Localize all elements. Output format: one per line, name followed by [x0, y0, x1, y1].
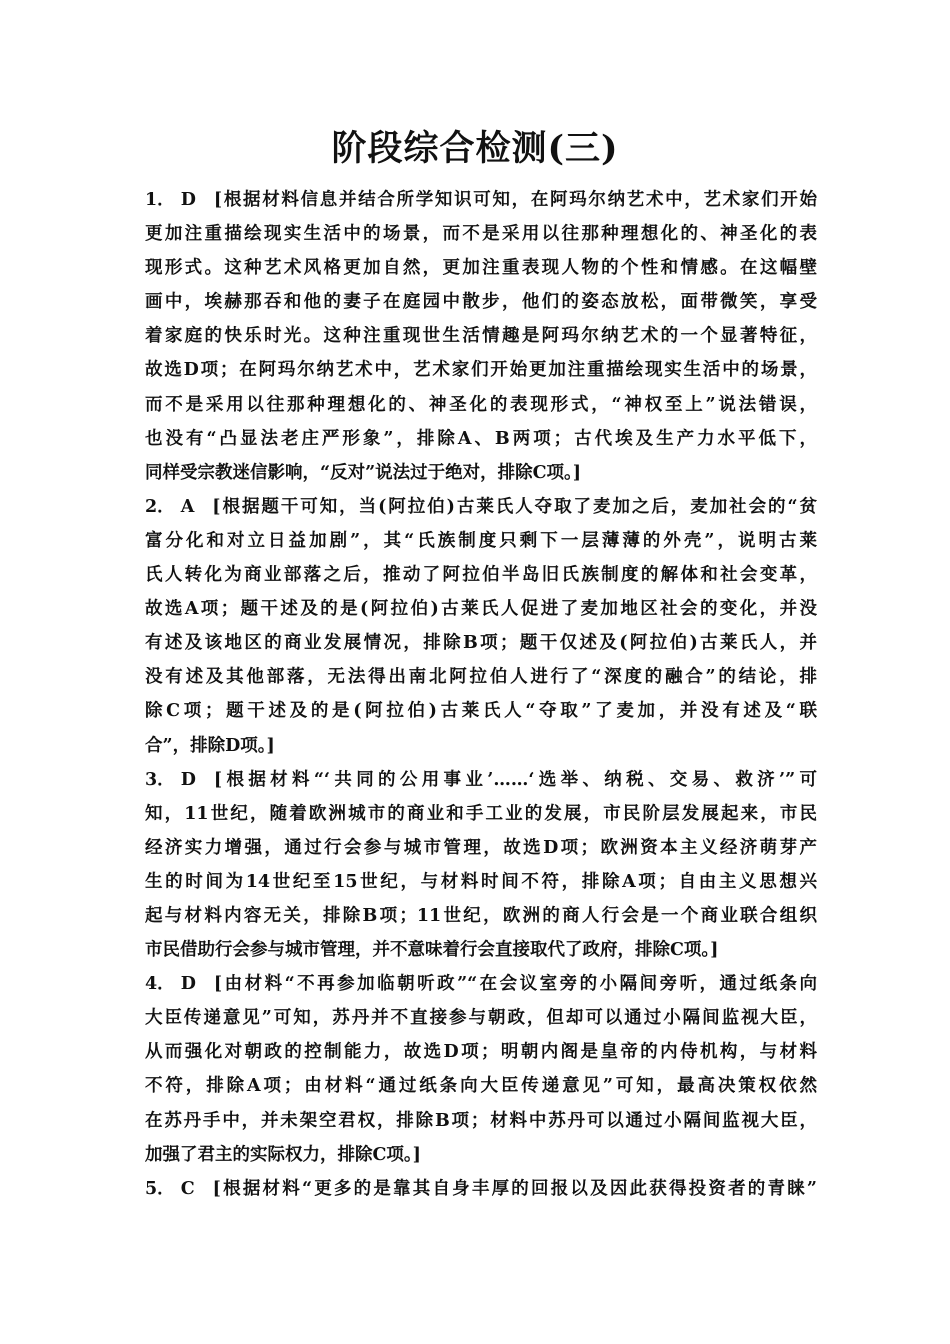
- explanation-text: 同样受宗教迷信影响，“反对”说法过于绝对，排除C项。]: [145, 462, 582, 483]
- explanation-text: [根据材料“更多的是靠其自身丰厚的回报以及因此获得投资者的青睐”: [212, 1178, 817, 1199]
- answer-line: [145, 524, 817, 558]
- explanation-text: [由材料“不再参加临朝听政”“在会议室旁的小隔间旁听，通过纸条向: [213, 974, 817, 995]
- answer-line: [145, 763, 817, 797]
- explanation-text: [根据材料信息并结合所学知识可知，在阿玛尔纳艺术中，艺术家们开始: [213, 190, 817, 210]
- question-number: 4．: [145, 974, 175, 995]
- explanation-text: 不符，排除A项；由材料“通过纸条向大臣传递意见”可知，最高决策权依然: [145, 1076, 817, 1097]
- answer-line: [145, 592, 817, 626]
- question-number: 3．: [145, 769, 175, 790]
- explanation-text: [根据材料“‘共同的公用事业’……‘选举、纳税、交易、救济’”可: [213, 769, 817, 790]
- answer-item: [145, 183, 817, 490]
- answer-line: [145, 456, 817, 490]
- answer-line: [145, 797, 817, 831]
- answer-line: [145, 967, 817, 1001]
- answer-line: [145, 729, 817, 763]
- explanation-text: 加强了君主的实际权力，排除C项。]: [145, 1144, 421, 1165]
- answer-line: [145, 933, 817, 967]
- answer-item: [145, 490, 817, 763]
- explanation-text: 故选A项；题干述及的是(阿拉伯)古莱氏人促进了麦加地区社会的变化，并没: [145, 599, 817, 620]
- answer-line: [145, 217, 817, 251]
- answer-line: [145, 865, 817, 899]
- explanation-text: 在苏丹手中，并未架空君权，排除B项；材料中苏丹可以通过小隔间监视大臣，: [145, 1110, 817, 1131]
- answer-line: [145, 422, 817, 456]
- question-number: 5．: [145, 1178, 175, 1199]
- explanation-text: 故选D项；在阿玛尔纳艺术中，艺术家们开始更加注重描绘现实生活中的场景，: [145, 360, 817, 381]
- explanation-text: 大臣传递意见”可知，苏丹并不直接参与朝政，但却可以通过小隔间监视大臣，: [145, 1008, 817, 1029]
- answer-line: [145, 1104, 817, 1138]
- answer-line: [145, 558, 817, 592]
- answer-line: [145, 626, 817, 660]
- answer-line: [145, 1001, 817, 1035]
- explanation-text: 氏人转化为商业部落之后，推动了阿拉伯半岛旧氏族制度的解体和社会变革，: [145, 565, 817, 586]
- answer-letter: C: [180, 1178, 195, 1199]
- answer-item: [145, 967, 817, 1172]
- answer-line: [145, 899, 817, 933]
- answer-letter: D: [180, 974, 196, 995]
- explanation-text: 有述及该地区的商业发展情况，排除B项；题干仅述及(阿拉伯)古莱氏人，并: [145, 633, 817, 654]
- explanation-text: 更加注重描绘现实生活中的场景，而不是采用以往那种理想化的、神圣化的表: [145, 224, 817, 245]
- answer-line: [145, 319, 817, 353]
- explanation-text: 市民借助行会参与城市管理，并不意味着行会直接取代了政府，排除C项。]: [145, 940, 719, 961]
- answer-line: [145, 694, 817, 728]
- explanation-text: 经济实力增强，通过行会参与城市管理，故选D项；欧洲资本主义经济萌芽产: [145, 837, 817, 858]
- answer-line: [145, 353, 817, 387]
- question-number: 1．: [145, 190, 175, 210]
- explanation-text: 除C项；题干述及的是(阿拉伯)古莱氏人“夺取”了麦加，并没有述及“联: [145, 701, 817, 722]
- answer-line: [145, 388, 817, 422]
- explanation-text: 也没有“凸显法老庄严形象”，排除A、B两项；古代埃及生产力水平低下，: [145, 428, 817, 449]
- page-title: 阶段综合检测(三): [331, 128, 619, 169]
- answer-line: [145, 1138, 817, 1172]
- explanation-text: 画中，埃赫那吞和他的妻子在庭园中散步，他们的姿态放松，面带微笑，享受: [145, 292, 817, 313]
- explanation-text: 合”，排除D项。]: [145, 735, 275, 756]
- answer-line: [145, 1172, 817, 1206]
- explanation-text: 而不是采用以往那种理想化的、神圣化的表现形式，“神权至上”说法错误，: [145, 394, 817, 415]
- answer-line: [145, 1035, 817, 1069]
- answer-letter: D: [180, 769, 196, 790]
- explanation-text: 从而强化对朝政的控制能力，故选D项；明朝内阁是皇帝的内侍机构，与材料: [145, 1042, 817, 1063]
- answer-item: [145, 763, 817, 968]
- answer-line: [145, 183, 817, 217]
- answer-letter: A: [180, 496, 195, 517]
- answer-line: [145, 251, 817, 285]
- explanation-text: 起与材料内容无关，排除B项；11世纪，欧洲的商人行会是一个商业联合组织: [145, 905, 817, 926]
- explanation-text: 现形式。这种艺术风格更加自然，更加注重表现人物的个性和情感。在这幅壁: [145, 258, 817, 279]
- explanation-text: 着家庭的快乐时光。这种注重现世生活情趣是阿玛尔纳艺术的一个显著特征，: [145, 326, 817, 347]
- question-number: 2．: [145, 496, 175, 517]
- answer-line: [145, 285, 817, 319]
- explanation-text: [根据题干可知，当(阿拉伯)古莱氏人夺取了麦加之后，麦加社会的“贫: [212, 496, 817, 517]
- answer-item: [145, 1172, 817, 1206]
- explanation-text: 生的时间为14世纪至15世纪，与材料时间不符，排除A项；自由主义思想兴: [145, 871, 817, 892]
- answer-line: [145, 831, 817, 865]
- explanation-text: 没有述及其他部落，无法得出南北阿拉伯人进行了“深度的融合”的结论，排: [145, 667, 817, 688]
- answer-list: [145, 183, 817, 1206]
- answer-letter: D: [180, 190, 196, 210]
- answer-line: [145, 660, 817, 694]
- explanation-text: 富分化和对立日益加剧”，其“氏族制度只剩下一层薄薄的外壳”，说明古莱: [145, 530, 817, 551]
- answer-line: [145, 1069, 817, 1103]
- explanation-text: 知，11世纪，随着欧洲城市的商业和手工业的发展，市民阶层发展起来，市民: [145, 803, 817, 824]
- answer-line: [145, 490, 817, 524]
